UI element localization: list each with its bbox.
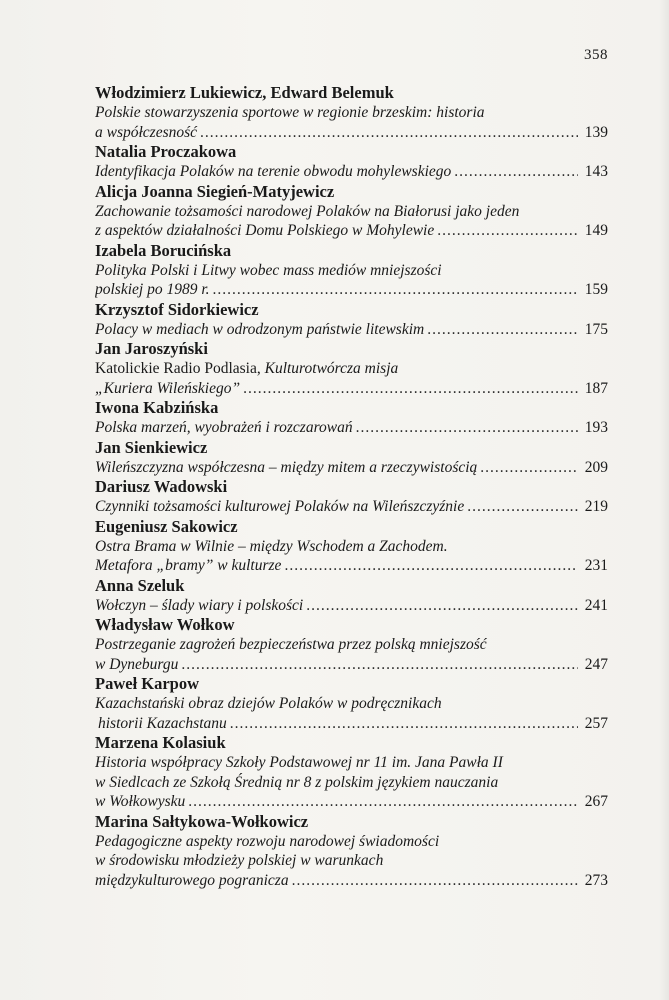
toc-entry: [95, 576, 608, 616]
entry-title-line: Polityka Polski i Litwy wobec mass mediów mniejszości: [95, 261, 442, 279]
toc-entry: [95, 438, 608, 478]
dot-leader: [230, 714, 578, 734]
toc-entry: [95, 142, 608, 182]
entry-author: Krzysztof Sidorkiewicz: [95, 299, 259, 319]
entry-page-number: 273: [584, 871, 608, 889]
entry-author: Władysław Wołkow: [95, 615, 235, 634]
toc-entry: [95, 83, 608, 142]
entry-title-line: Kazachstański obraz dziejów Polaków w podręcznikach: [95, 695, 442, 712]
entry-author: Paweł Karpow: [95, 674, 200, 693]
entry-title-last-line: [95, 792, 608, 812]
entry-page-number: 219: [584, 498, 608, 515]
entry-title-last-line: [95, 162, 608, 182]
entry-author: Marzena Kolasiuk: [95, 733, 226, 752]
entry-title-last-line: [95, 497, 608, 517]
entry-title-line: Historia współpracy Szkoły Podstawowej nr 11 im. Jana Pawła II: [95, 754, 503, 771]
entry-title-line: Polskie stowarzyszenia sportowe w regionie brzeskim: historia: [95, 104, 485, 121]
entry-page-number: 187: [584, 379, 608, 397]
toc-entry: [95, 300, 608, 340]
entry-title-last-line: [95, 221, 608, 241]
toc-entry: [95, 339, 608, 398]
table-of-contents: [95, 83, 608, 890]
entry-title-text: a współczesność: [95, 123, 198, 141]
entry-page-number: 241: [584, 596, 608, 614]
dot-leader: [181, 655, 578, 675]
entry-author: Włodzimierz Lukiewicz, Edward Belemuk: [95, 83, 394, 102]
entry-title-last-line: [95, 280, 608, 300]
entry-title-last-line: [95, 596, 608, 616]
entry-page-number: 231: [584, 557, 608, 574]
entry-title-text: Wileńszczyzna współczesna – między mitem a rzeczywistością: [95, 458, 478, 476]
toc-entry: [95, 674, 608, 733]
entry-title-text: historii Kazachstanu: [98, 714, 227, 732]
toc-entry: [95, 733, 608, 812]
entry-title-last-line: [95, 320, 608, 340]
entry-title-text: w Wołkowysku: [95, 793, 186, 810]
entry-title-text: z aspektów działalności Domu Polskiego w Mohylewie: [95, 222, 435, 239]
toc-entry: [95, 517, 608, 576]
entry-page-number: 257: [584, 714, 608, 732]
entry-title-line: Ostra Brama w Wilnie – między Wschodem a Zachodem.: [95, 537, 448, 555]
dot-leader: [292, 871, 578, 891]
entry-author: Anna Szeluk: [95, 575, 185, 595]
entry-title-last-line: [95, 379, 608, 399]
entry-author: Jan Jaroszyński: [95, 339, 208, 358]
entry-title-italic: Kulturotwórcza misja: [264, 360, 399, 377]
entry-title-text: Czynniki tożsamości kulturowej Polaków na Wileńszczyźnie: [95, 498, 465, 515]
entry-author: Iwona Kabzińska: [95, 398, 219, 417]
entry-page-number: 267: [584, 793, 608, 810]
entry-author: Marina Sałtykowa-Wołkowicz: [95, 811, 309, 831]
entry-title-line: w Siedlcach ze Szkołą Średnią nr 8 z polskim językiem nauczania: [95, 773, 499, 791]
dot-leader: [243, 379, 578, 399]
entry-title-text: międzykulturowego pogranicza: [95, 871, 289, 889]
entry-author: Eugeniusz Sakowicz: [95, 516, 238, 536]
entry-title-text: Identyfikacja Polaków na terenie obwodu mohylewskiego: [95, 163, 452, 180]
entry-title-text: „Kuriera Wileńskiego”: [95, 379, 241, 397]
dot-leader: [213, 280, 578, 300]
toc-entry: [95, 241, 608, 300]
entry-title-upright: Katolickie Radio Podlasia,: [95, 360, 265, 377]
entry-title-text: w Dyneburgu: [95, 655, 179, 673]
entry-title-line: Postrzeganie zagrożeń bezpieczeństwa przez polską mniejszość: [95, 636, 487, 653]
entry-title-line: w środowisku młodzieży polskiej w warunkach: [95, 852, 384, 869]
page-number: 358: [584, 47, 608, 63]
entry-title-line: Zachowanie tożsamości narodowej Polaków na Białorusi jako jeden: [95, 202, 520, 220]
entry-page-number: 247: [584, 655, 608, 673]
dot-leader: [467, 497, 578, 517]
entry-title-last-line: [95, 714, 608, 734]
entry-title-last-line: [95, 123, 608, 143]
entry-author: Natalia Proczakowa: [95, 142, 237, 161]
dot-leader: [454, 162, 578, 182]
dot-leader: [200, 123, 578, 143]
toc-entry: [95, 812, 608, 891]
entry-page-number: 193: [584, 419, 608, 436]
entry-title-text: polskiej po 1989 r.: [95, 281, 210, 298]
entry-title-last-line: [95, 458, 608, 478]
entry-title-last-line: [95, 655, 608, 675]
entry-author: Izabela Borucińska: [95, 240, 232, 260]
entry-author: Alicja Joanna Siegień-Matyjewicz: [95, 181, 335, 201]
dot-leader: [356, 418, 578, 438]
entry-page-number: 143: [584, 163, 608, 180]
entry-page-number: 149: [584, 222, 608, 239]
entry-title-text: Polska marzeń, wyobrażeń i rozczarowań: [95, 419, 353, 436]
dot-leader: [427, 320, 578, 340]
entry-author: Jan Sienkiewicz: [95, 437, 208, 457]
page-edge-shadow: [659, 0, 669, 1000]
toc-entry: [95, 615, 608, 674]
entry-title-last-line: [95, 556, 608, 576]
entry-page-number: 209: [584, 458, 608, 476]
toc-entry: [95, 477, 608, 517]
entry-author: Dariusz Wadowski: [95, 477, 228, 496]
dot-leader: [188, 792, 578, 812]
entry-title-line: [95, 359, 608, 379]
entry-title-text: Metafora „bramy” w kulturze: [95, 557, 282, 574]
dot-leader: [437, 221, 578, 241]
entry-title-text: Polacy w mediach w odrodzonym państwie litewskim: [95, 320, 425, 338]
entry-title-text: Wołczyn – ślady wiary i polskości: [95, 596, 304, 614]
dot-leader: [306, 596, 578, 616]
dot-leader: [480, 458, 578, 478]
entry-title-last-line: [95, 418, 608, 438]
toc-entry: [95, 182, 608, 241]
entry-page-number: 159: [584, 281, 608, 298]
entry-page-number: 139: [584, 123, 608, 141]
entry-page-number: 175: [584, 320, 608, 338]
toc-entry: [95, 398, 608, 438]
entry-title-line: Pedagogiczne aspekty rozwoju narodowej świadomości: [95, 832, 440, 850]
entry-title-last-line: [95, 871, 608, 891]
dot-leader: [284, 556, 578, 576]
